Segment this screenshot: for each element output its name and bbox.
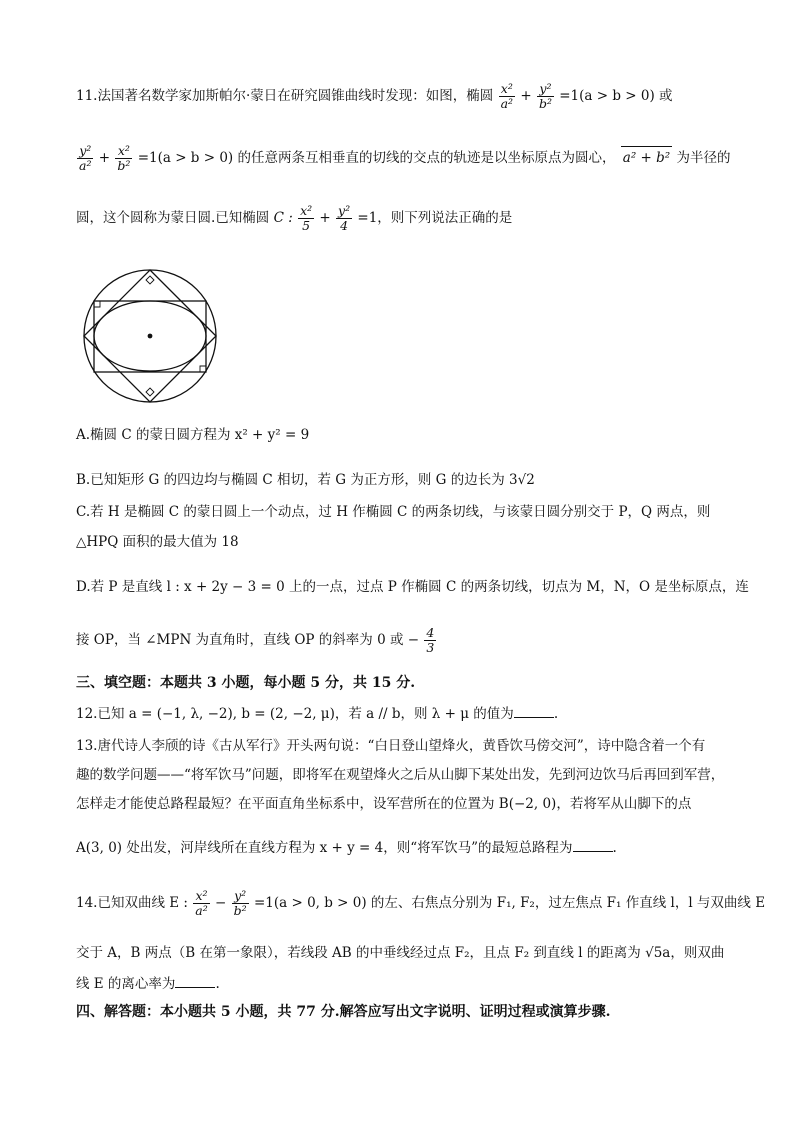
q13-line-2: 趣的数学问题——“将军饮马”问题，即将军在观望烽火之后从山脚下某处出发，先到河边饮马后再回到军营，: [76, 767, 725, 783]
frac-y2-a2: $\frac{\text{y²}}{\text{a²}}$: [79, 143, 92, 173]
frac-4-3: $\frac{4}{3}$: [426, 625, 435, 655]
q11-text-3b: =1，则下列说法正确的是: [357, 210, 513, 226]
q14-text-3: 线 E 的离心率为: [76, 976, 176, 992]
right-angle-mark-br: [200, 366, 206, 372]
q11-text-2b: =1(a > b > 0) 的任意两条互相垂直的切线的交点的轨迹是以坐标原点为圆心，: [137, 150, 616, 166]
q11-text-3: 圆，这个圆称为蒙日圆.已知椭圆: [76, 210, 270, 226]
q13-line-1: 13.唐代诗人李颀的诗《古从军行》开头两句说：“白日登山望烽火，黄昏饮马傍交河”，诗中隐含着一个有: [76, 738, 706, 754]
q13-text-4: A(3, 0) 处出发，河岸线所在直线方程为 x + y = 4，则“将军饮马”的最短总路程为: [76, 840, 573, 856]
section-4-heading: 四、解答题：本小题共 5 小题，共 77 分.解答应写出文字说明、证明过程或演算步骤.: [76, 1004, 611, 1020]
q13-line-4: A(3, 0) 处出发，河岸线所在直线方程为 x + y = 4，则“将军饮马”的最短总路程为 .: [76, 837, 734, 859]
q14-text-1b: =1(a > 0, b > 0) 的左、右焦点分别为 F₁, F₂，过左焦点 F₁ 作直线 l，l 与双曲线 E: [253, 895, 766, 911]
q11-option-c-line-1: C.若 H 是椭圆 C 的蒙日圆上一个动点，过 H 作椭圆 C 的两条切线，与该蒙日圆分别交于 P，Q 两点，则: [76, 504, 711, 520]
q11-option-a: A.椭圆 C 的蒙日圆方程为 x² + y² = 9: [76, 427, 310, 443]
q14-answer-blank[interactable]: [175, 973, 215, 988]
frac-x2-5: $\frac{\text{x²}}{5}$: [300, 203, 313, 233]
q11-text-1b: =1(a > b > 0) 或: [559, 88, 673, 104]
q11-option-d-line-1: D.若 P 是直线 l : x + 2y − 3 = 0 上的一点，过点 P 作椭圆 C 的两条切线，切点为 M，N，O 是坐标原点，连: [76, 579, 749, 595]
q11-option-b: B.已知矩形 G 的四边均与椭圆 C 相切，若 G 为正方形，则 G 的边长为 3√2: [76, 472, 535, 488]
q13-answer-blank[interactable]: [573, 837, 613, 852]
right-angle-mark-tl: [94, 301, 100, 307]
right-angle-mark-top: [146, 276, 154, 284]
right-angle-mark-bottom: [146, 388, 154, 396]
q11-line-3: 圆，这个圆称为蒙日圆.已知椭圆 C : $\frac{\text{x²}}{5}$ + $\frac{\text{y²}}{4}$ =1，则下列说法正确的是: [76, 203, 513, 233]
frac-x2-a2-hyp: $\frac{\text{x²}}{\text{a²}}$: [195, 888, 208, 918]
q11-option-d-line-2: [76, 626, 734, 655]
q11-option-d-text: 接 OP，当 ∠MPN 为直角时，直线 OP 的斜率为 0 或 −: [76, 632, 420, 648]
frac-y2-b2: $\frac{\text{y²}}{\text{b²}}$: [538, 81, 552, 111]
frac-x2-a2: $\frac{\text{x²}}{\text{a²}}$: [500, 81, 514, 111]
frac-y2-4: $\frac{\text{y²}}{4}$: [338, 203, 351, 233]
monge-circle-figure: [72, 268, 228, 404]
q12-text: 12.已知 a = (−1, λ, −2), b = (2, −2, μ)，若 a // b，则 λ + μ 的值为: [76, 706, 514, 722]
frac-x2-b2: $\frac{\text{x²}}{\text{b²}}$: [117, 143, 131, 173]
q14-text-1a: 14.已知双曲线 E :: [76, 895, 188, 911]
q11-text-1: 11.法国著名数学家加斯帕尔·蒙日在研究圆锥曲线时发现：如图，椭圆: [76, 88, 494, 104]
q14-line-3: 线 E 的离心率为 .: [76, 973, 734, 995]
q11-line-1: 11.法国著名数学家加斯帕尔·蒙日在研究圆锥曲线时发现：如图，椭圆 $\frac{\text{x²}}{\text{a²}}$ + $\frac{\text{y²}}{\text{b²}}$ =1(a > b > 0) 或: [76, 81, 673, 111]
q14-line-2: 交于 A，B 两点（B 在第一象限），若线段 AB 的中垂线经过点 F₂，且点 F₂ 到直线 l 的距离为 √5a，则双曲: [76, 945, 725, 961]
q12-answer-blank[interactable]: [514, 703, 554, 718]
q14-line-1: 14.已知双曲线 E : $\frac{\text{x²}}{\text{a²}}$ − $\frac{\text{y²}}{\text{b²}}$ =1(a > 0, b > 0) 的左、右焦点分别为 F₁, F₂，过左焦点 F₁ 作直线 l，l 与双曲线 E: [76, 888, 766, 918]
frac-y2-b2-hyp: $\frac{\text{y²}}{\text{b²}}$: [233, 888, 247, 918]
q11-line-2: $\frac{\text{y²}}{\text{a²}}$ + $\frac{\text{x²}}{\text{b²}}$ =1(a > b > 0) 的任意两条互相垂直的切线的交点的轨迹是以坐标原点为圆心， a² + b² 为半径的: [79, 143, 731, 173]
q12: 12.已知 a = (−1, λ, −2), b = (2, −2, μ)，若 a // b，则 λ + μ 的值为 .: [76, 703, 734, 725]
origin-point: [148, 334, 153, 339]
q11-text-2c: 为半径的: [676, 150, 731, 166]
sqrt-a2-b2: a² + b²: [621, 146, 672, 169]
q11-option-c-line-2: △HPQ 面积的最大值为 18: [76, 534, 239, 550]
section-3-heading: 三、填空题：本题共 3 小题，每小题 5 分，共 15 分.: [76, 675, 416, 691]
q13-line-3: 怎样走才能使总路程最短？在平面直角坐标系中，设军营所在的位置为 B(−2, 0)，若将军从山脚下的点: [76, 796, 692, 812]
